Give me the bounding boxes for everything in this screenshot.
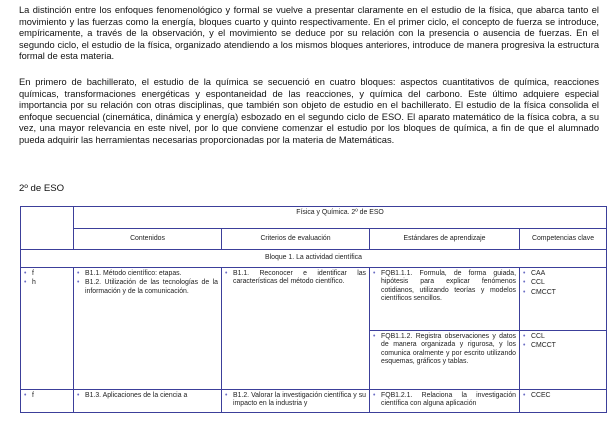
header-estandares: Estándares de aprendizaje <box>370 229 520 250</box>
competencia-item: • CMCCT <box>523 342 603 350</box>
curriculum-table <box>20 206 607 413</box>
block-1-title <box>21 250 607 268</box>
competencia-item: • CCL <box>523 279 603 287</box>
contenido-item: • B1.1. Método científico: etapas. <box>77 270 218 278</box>
header-corner <box>21 207 74 250</box>
criterio-cell <box>222 268 370 390</box>
criterio-cell <box>222 390 370 413</box>
header-criterios: Criterios de evaluación <box>222 229 370 250</box>
estandar-cell <box>370 331 520 390</box>
competencia-item: • CCEC <box>523 392 603 400</box>
criterio-item: • B1.2. Valorar la investigación científica y su impacto en la industria y <box>225 392 366 409</box>
contenido-item: • B1.3. Aplicaciones de la ciencia a <box>77 392 218 400</box>
competencia-item: • CAA <box>523 270 603 278</box>
competencias-cell <box>520 390 607 413</box>
intro-paragraph-1: La distinción entre los enfoques fenomenológico y formal se vuelve a presentar claramente en el estudio de la física, que abarca tanto el movimiento y las fuerzas como la energía, bloques cuarto y quinto respectivamente. En el primer ciclo, el concepto de fuerza se introduce, empíricamente, a través de la observación, y el movimiento se deduce por su relación con la presencia o ausencia de fuerzas. En el segundo ciclo, el estudio de la física, organizado atendiendo a los mismos bloques anteriores, introduce de manera progresiva la estructura formal de esta materia. <box>19 5 599 62</box>
objetivo-item: • h <box>24 279 70 287</box>
contenido-item: • B1.2. Utilización de las tecnologías de la información y de la comunicación. <box>77 279 218 296</box>
estandar-item: • FQB1.1.1. Formula, de forma guiada, hipótesis para explicar fenómenos cotidianos, utilizando teorías y modelos científicos sencillos. <box>373 270 516 304</box>
table-title: Física y Química. 2º de ESO <box>74 207 607 229</box>
header-contenidos: Contenidos <box>74 229 222 250</box>
block-1-label: Bloque 1. La actividad científica <box>265 254 362 262</box>
section-heading: 2º de ESO <box>19 183 65 194</box>
estandar-item: • FQB1.2.1. Relaciona la investigación científica con alguna aplicación <box>373 392 516 409</box>
competencia-item: • CCL <box>523 333 603 341</box>
estandar-cell <box>370 390 520 413</box>
contenidos-cell <box>74 390 222 413</box>
competencia-item: • CMCCT <box>523 289 603 297</box>
objetivo-item: • f <box>24 270 70 278</box>
criterio-item: • B1.1. Reconocer e identificar las características del método científico. <box>225 270 366 287</box>
estandar-cell <box>370 268 520 331</box>
objetivos-cell <box>21 268 74 390</box>
objetivo-item: • f <box>24 392 70 400</box>
header-competencias: Competencias clave <box>520 229 607 250</box>
objetivos-cell <box>21 390 74 413</box>
competencias-cell <box>520 268 607 331</box>
contenidos-cell <box>74 268 222 390</box>
intro-paragraph-2: En primero de bachillerato, el estudio de la química se secuenció en cuatro bloques: aspectos cuantitativos de química, reacciones químicas, transformaciones energéticas y espontaneidad de las reacciones, y química del carbono. Este último adquiere especial importancia por su relación con otras disciplinas, que también son objeto de estudio en el bachillerato. El estudio de la física consolida el enfoque secuencial (cinemática, dinámica y energía) esbozado en el segundo ciclo de ESO. El aparato matemático de la física cobra, a su vez, una mayor relevancia en este nivel, por lo que conviene comenzar el estudio por los bloques de química, a fin de que el alumnado pueda adquirir las herramientas necesarias proporcionadas por la materia de Matemáticas. <box>19 77 599 145</box>
competencias-cell <box>520 331 607 390</box>
table-row <box>21 390 607 413</box>
table-row <box>21 268 607 331</box>
estandar-item: • FQB1.1.2. Registra observaciones y datos de manera organizada y rigurosa, y los comunica oralmente y por escrito utilizando esquemas, gráficos y tablas. <box>373 333 516 367</box>
